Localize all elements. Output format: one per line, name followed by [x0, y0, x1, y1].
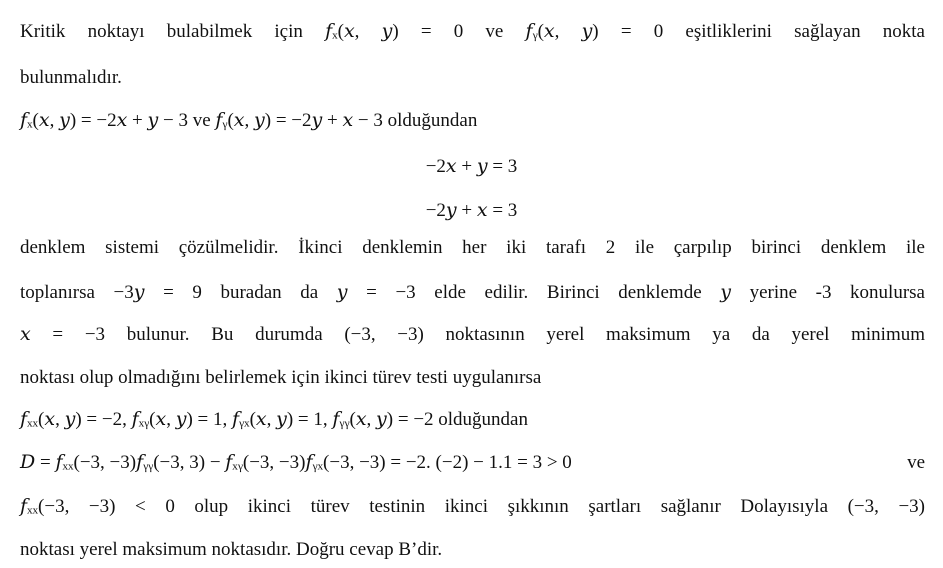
- discriminant-suffix: ve: [907, 452, 925, 473]
- equation-1: −2𝑥 + 𝑦 = 3: [425, 156, 518, 177]
- discriminant-line: [20, 451, 925, 475]
- discriminant-formula: 𝐷 = 𝑓ₓₓ(−3, −3)𝑓ᵧᵧ(−3, 3) − 𝑓ₓᵧ(−3, −3)𝑓ᵧₓ(−3, −3) = −2. (−2) − 1.1 = 3 > 0: [20, 452, 572, 473]
- paragraph-line-6: 𝑥 = −3 bulunur. Bu durumda (−3, −3) noktasının yerel maksimum ya da yerel minimum: [20, 324, 925, 345]
- derivatives-line: 𝑓ₓ(𝑥, 𝑦) = −2𝑥 + 𝑦 − 3 ve 𝑓ᵧ(𝑥, 𝑦) = −2𝑦 + 𝑥 − 3 olduğundan: [20, 110, 478, 131]
- equation-2: −2𝑦 + 𝑥 = 3: [425, 200, 518, 221]
- second-derivatives-line: 𝑓ₓₓ(𝑥, 𝑦) = −2, 𝑓ₓᵧ(𝑥, 𝑦) = 1, 𝑓ᵧₓ(𝑥, 𝑦) = 1, 𝑓ᵧᵧ(𝑥, 𝑦) = −2 olduğundan: [20, 409, 528, 430]
- paragraph-line-1: Kritik noktayı bulabilmek için 𝑓ₓ(𝑥, 𝑦) = 0 ve 𝑓ᵧ(𝑥, 𝑦) = 0 eşitliklerini sağlayan nokta: [20, 21, 925, 42]
- paragraph-line-10: 𝑓ₓₓ(−3, −3) < 0 olup ikinci türev testinin ikinci şıkkının şartları sağlanır Dolayısıyla (−3, −3): [20, 496, 925, 517]
- paragraph-line-4: denklem sistemi çözülmelidir. İkinci denklemin her iki tarafı 2 ile çarpılıp birinci denklem ile: [20, 237, 925, 258]
- paragraph-line-7: noktası olup olmadığını belirlemek için ikinci türev testi uygulanırsa: [20, 367, 542, 388]
- conclusion-line: noktası yerel maksimum noktasıdır. Doğru cevap B’dir.: [20, 539, 443, 560]
- paragraph-line-2: bulunmalıdır.: [20, 67, 122, 88]
- paragraph-line-5: toplanırsa −3𝑦 = 9 buradan da 𝑦 = −3 elde edilir. Birinci denklemde 𝑦 yerine -3 konulursa: [20, 282, 925, 303]
